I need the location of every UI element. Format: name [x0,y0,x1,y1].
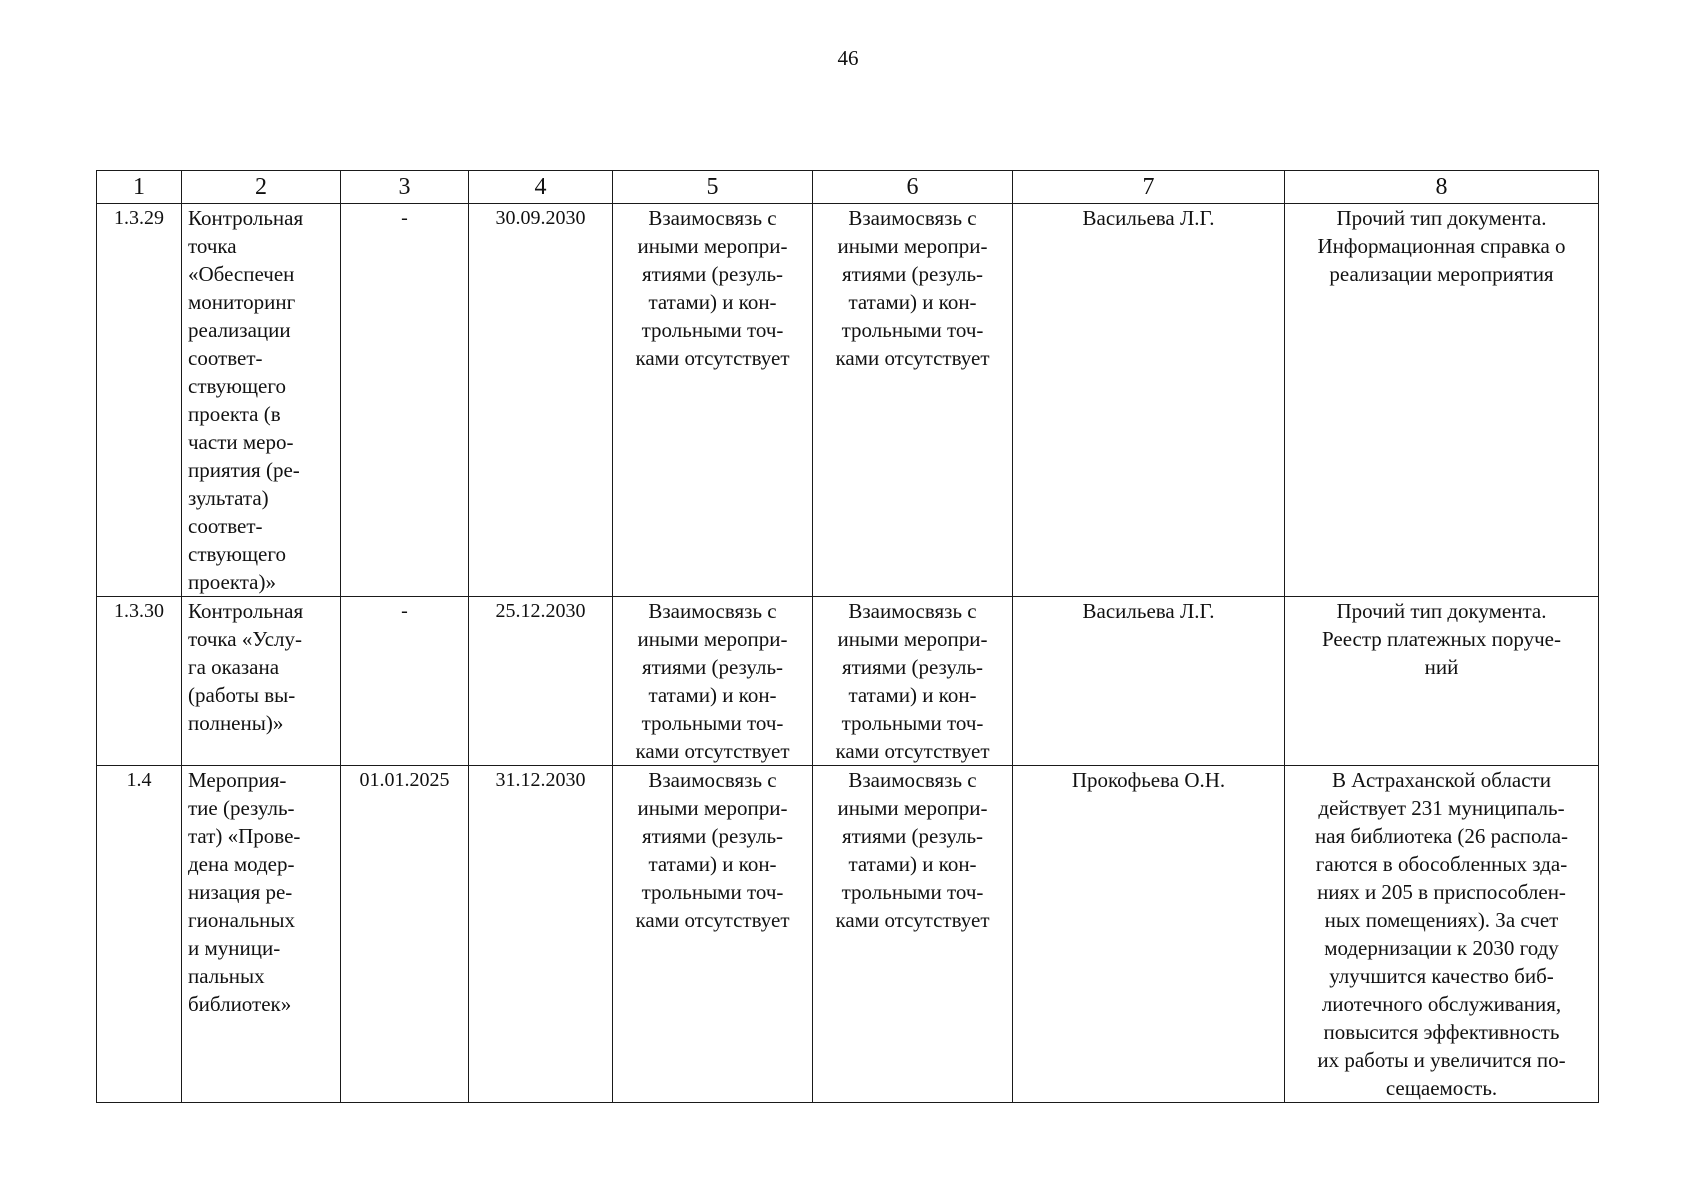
start-date: - [401,600,408,622]
events-table [96,170,1599,1103]
relation-next: Взаимосвязь с иными меропри- ятиями (резуль- татами) и кон- трольными точ- ками отсутствует [835,599,990,763]
end-date: 31.12.2030 [495,769,586,791]
column-header: 2 [182,171,341,204]
column-header: 5 [613,171,813,204]
end-date: 25.12.2030 [495,600,586,622]
event-name-cell [182,597,341,766]
end-date-cell [469,597,613,766]
table-row [97,597,1599,766]
table-row [97,204,1599,597]
responsible: Васильева Л.Г. [1082,206,1215,230]
event-name-cell [182,766,341,1103]
row-number-cell [97,204,182,597]
table-header-row [97,171,1599,204]
document-type: Прочий тип документа. Информационная справка о реализации мероприятия [1317,206,1566,286]
relation-next-cell [813,766,1013,1103]
row-number: 1.3.30 [114,600,164,622]
event-name-cell [182,204,341,597]
column-header: 6 [813,171,1013,204]
end-date-cell [469,204,613,597]
relation-prev-cell [613,766,813,1103]
document-cell [1285,204,1599,597]
row-number: 1.3.29 [114,207,164,229]
row-number-cell [97,597,182,766]
responsible: Васильева Л.Г. [1082,599,1215,623]
document-type: Прочий тип документа. Реестр платежных поруче- ний [1321,599,1561,679]
responsible: Прокофьева О.Н. [1071,768,1226,792]
column-header: 8 [1285,171,1599,204]
end-date: 30.09.2030 [495,207,586,229]
relation-prev-cell [613,204,813,597]
event-name: Контрольная точка «Обеспечен мониторинг реализации соответ- ствующего проекта (в части меро- приятия (ре- зультата) соответ- ствующего проекта)» [188,206,304,594]
relation-next-cell [813,597,1013,766]
end-date-cell [469,766,613,1103]
start-date: 01.01.2025 [359,769,450,791]
row-number: 1.4 [126,769,152,791]
responsible-cell [1013,204,1285,597]
relation-prev: Взаимосвязь с иными меропри- ятиями (резуль- татами) и кон- трольными точ- ками отсутствует [635,768,790,932]
start-date-cell [341,766,469,1103]
page-number: 46 [837,46,859,70]
start-date-cell [341,597,469,766]
relation-prev: Взаимосвязь с иными меропри- ятиями (резуль- татами) и кон- трольными точ- ками отсутствует [635,206,790,370]
table-row [97,766,1599,1103]
row-number-cell [97,766,182,1103]
relation-next: Взаимосвязь с иными меропри- ятиями (резуль- татами) и кон- трольными точ- ками отсутствует [835,768,990,932]
event-name: Контрольная точка «Услу- га оказана (работы вы- полнены)» [188,599,304,735]
start-date-cell [341,204,469,597]
event-name: Мероприя- тие (резуль- тат) «Прове- дена модер- низация ре- гиональных и муници- пальных библиотек» [188,768,301,1016]
column-header: 1 [97,171,182,204]
responsible-cell [1013,766,1285,1103]
document-type: В Астраханской области действует 231 муниципаль- ная библиотека (26 распола- гаются в обособленных зда- ниях и 205 в приспособлен- ных помещениях). За счет модернизации к 2030 году улучшится качество биб- лиотечного обслуживания, повысится эффективность их работы и увеличится по- сещаемость. [1314,768,1569,1100]
relation-next: Взаимосвязь с иными меропри- ятиями (резуль- татами) и кон- трольными точ- ками отсутствует [835,206,990,370]
column-header: 7 [1013,171,1285,204]
relation-prev: Взаимосвязь с иными меропри- ятиями (резуль- татами) и кон- трольными точ- ками отсутствует [635,599,790,763]
relation-next-cell [813,204,1013,597]
relation-prev-cell [613,597,813,766]
column-header: 4 [469,171,613,204]
column-header: 3 [341,171,469,204]
start-date: - [401,207,408,229]
responsible-cell [1013,597,1285,766]
document-cell [1285,597,1599,766]
document-cell [1285,766,1599,1103]
